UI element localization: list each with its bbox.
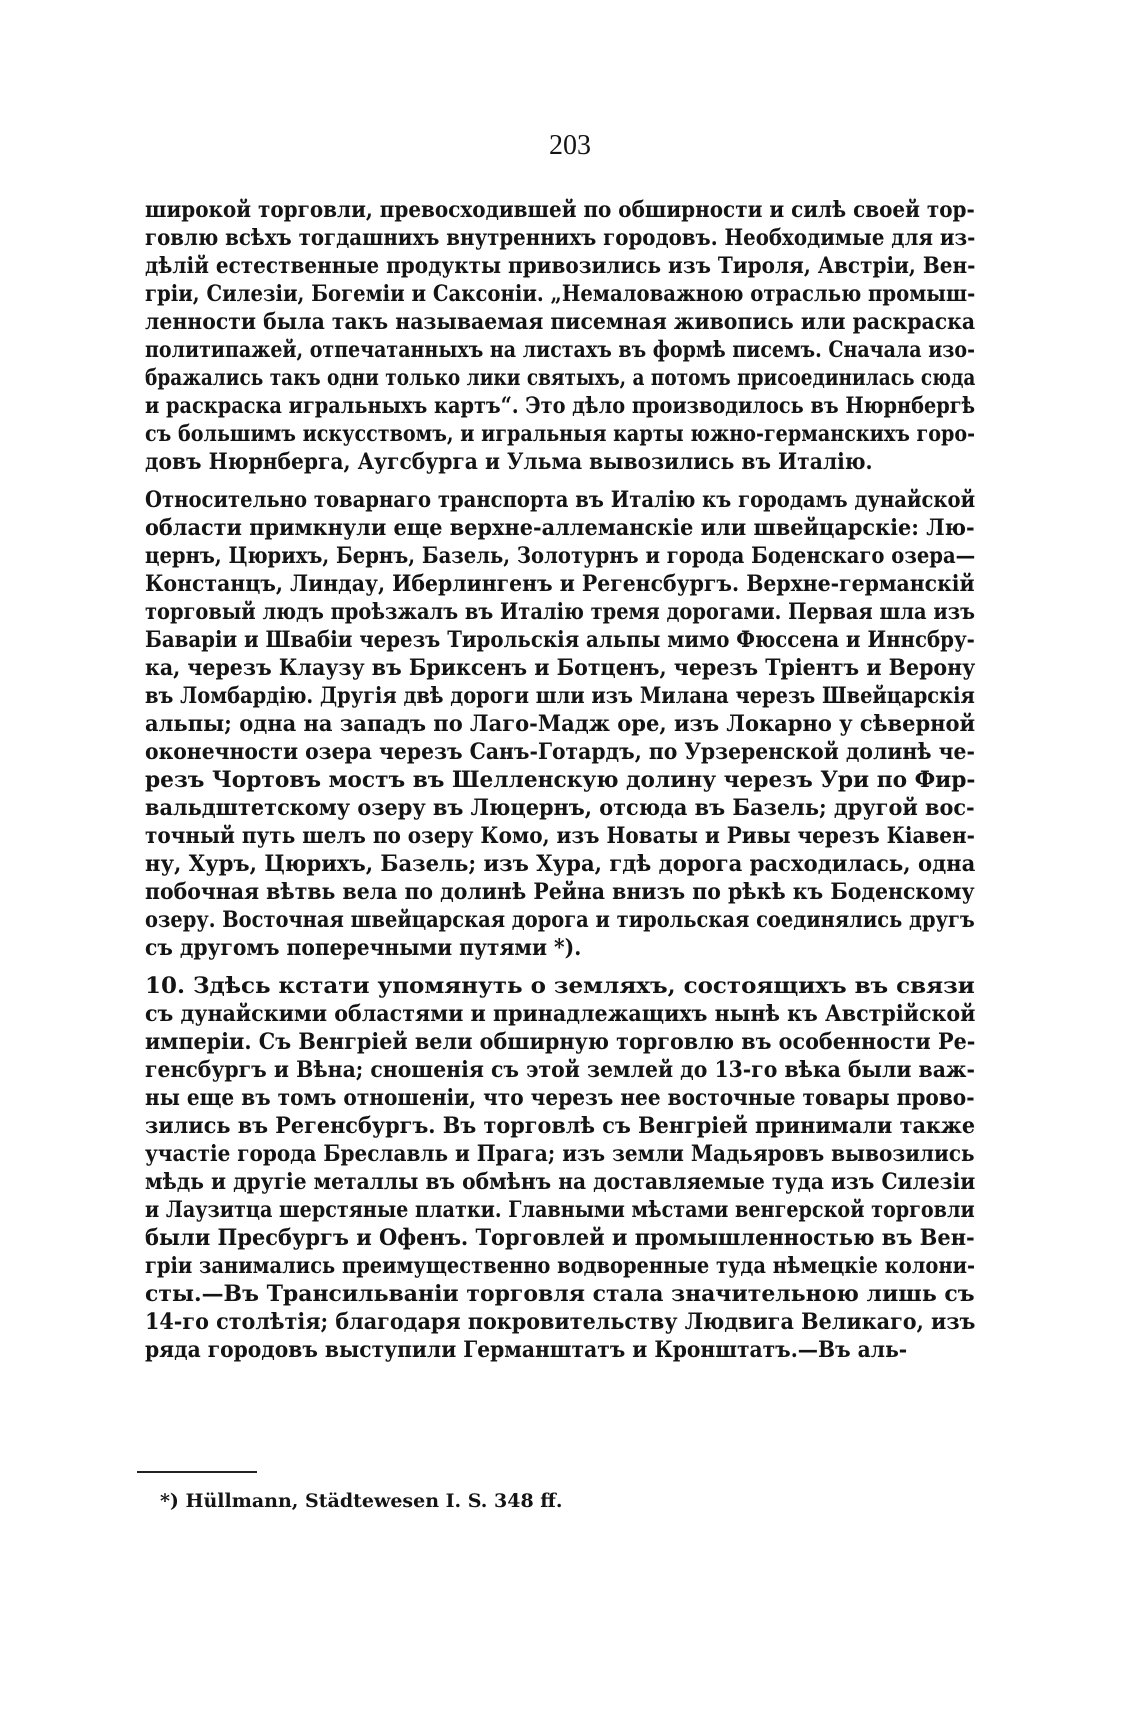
text-line: озеру. Восточная швейцарская дорога и тирольская соединялись другъ (145, 907, 975, 933)
text-line: 14-го столѣтія; благодаря покровительству Людвига Великаго, изъ (145, 1309, 976, 1335)
text-line: ны еще въ томъ отношеніи, что черезъ нее восточные товары прово- (145, 1085, 975, 1111)
text-line: вальдштетскому озеру въ Люцернъ, отсюда въ Базель; другой вос- (145, 795, 975, 821)
text-line: бражались такъ одни только лики святыхъ, а потомъ присоединилась сюда (145, 365, 976, 391)
paragraph-gap (145, 962, 975, 972)
text-line: Констанцъ, Линдау, Иберлингенъ и Регенсбургъ. Верхне-германскій (145, 571, 975, 597)
text-line: гріи, Силезіи, Богеміи и Саксоніи. „Немаловажною отраслью промыш- (145, 281, 976, 307)
text-line: съ дунайскими областями и принадлежащихъ нынѣ къ Австрійской (145, 1001, 976, 1027)
text-line: съ большимъ искусствомъ, и игральныя карты южно-германскихъ горо- (145, 421, 976, 447)
text-line: генсбургъ и Вѣна; сношенія съ этой землей до 13-го вѣка были важ- (145, 1057, 975, 1083)
text-line: альпы; одна на западъ по Лаго-Мадж оре, изъ Локарно у сѣверной (145, 711, 976, 737)
text-line: мѣдь и другіе металлы въ обмѣнъ на доставляемые туда изъ Силезіи (145, 1169, 976, 1195)
text-line: и Лаузитца шерстяные платки. Главными мѣстами венгерской торговли (145, 1197, 975, 1223)
text-line: имперіи. Съ Венгріей вели обширную торговлю въ особенности Ре- (145, 1029, 976, 1055)
text-line: торговый людъ проѣзжалъ въ Италію тремя дорогами. Первая шла изъ (145, 599, 976, 625)
page-number: 203 (549, 130, 591, 161)
text-line: Относительно товарнаго транспорта въ Италію къ городамъ дунайской (145, 487, 976, 513)
paragraph-gap (145, 476, 975, 486)
text-line: 10. Здѣсь кстати упомянуть о земляхъ, состоящихъ въ связи (145, 973, 975, 999)
text-line: съ другомъ поперечными путями *). (145, 935, 582, 961)
text-line: ну, Хуръ, Цюрихъ, Базель; изъ Хура, гдѣ дорога расходилась, одна (145, 851, 976, 877)
text-line: дѣлій естественные продукты привозились изъ Тироля, Австріи, Вен- (145, 253, 976, 279)
text-line: въ Ломбардію. Другія двѣ дороги шли изъ Милана черезъ Швейцарскія (145, 683, 975, 709)
text-line: побочная вѣтвь вела по долинѣ Рейна внизъ по рѣкѣ къ Боденскому (145, 879, 975, 905)
text-line: ряда городовъ выступили Германштатъ и Кронштатъ.—Въ аль- (145, 1337, 908, 1363)
text-line: цернъ, Цюрихъ, Бернъ, Базель, Золотурнъ и города Боденскаго озера— (145, 543, 976, 569)
footnote: *) Hüllmann, Städtewesen I. S. 348 ff. (160, 1490, 563, 1512)
text-line: области примкнули еще верхне-аллеманскіе или швейцарскіе: Лю- (145, 515, 975, 541)
paragraph (145, 972, 975, 1364)
text-line: были Пресбургъ и Офенъ. Торговлей и промышленностью въ Вен- (145, 1225, 975, 1251)
footnote-divider (137, 1471, 257, 1473)
text-line: зились въ Регенсбургъ. Въ торговлѣ съ Венгріей принимали также (145, 1113, 976, 1139)
text-line: резъ Чортовъ мостъ въ Шелленскую долину черезъ Ури по Фир- (145, 767, 976, 793)
paragraph (145, 196, 975, 476)
text-line: участіе города Бреславль и Прага; изъ земли Мадьяровъ вывозились (145, 1141, 975, 1167)
text-line: точный путь шелъ по озеру Комо, изъ Новаты и Ривы черезъ Кіавен- (145, 823, 975, 849)
text-line: и раскраска игральныхъ картъ“. Это дѣло производилось въ Нюрнбергѣ (145, 393, 976, 419)
text-line: широкой торговли, превосходившей по обширности и силѣ своей тор- (145, 197, 975, 223)
text-line: сты.—Въ Трансильваніи торговля стала значительною лишь съ (145, 1281, 975, 1307)
text-line: ленности была такъ называемая писемная живопись или раскраска (145, 309, 976, 335)
text-line: гріи занимались преимущественно водворенные туда нѣмецкіе колони- (145, 1253, 976, 1279)
body-text (145, 196, 975, 1364)
text-line: политипажей, отпечатанныхъ на листахъ въ формѣ писемъ. Сначала изо- (145, 337, 975, 363)
text-line: довъ Нюрнберга, Аугсбурга и Ульма вывозились въ Италію. (145, 449, 873, 475)
text-line: Баваріи и Швабіи черезъ Тирольскія альпы мимо Фюссена и Иннсбру- (145, 627, 975, 653)
text-line: ка, черезъ Клаузу въ Бриксенъ и Ботценъ, черезъ Тріентъ и Верону (145, 655, 976, 681)
text-line: говлю всѣхъ тогдашнихъ внутреннихъ городовъ. Необходимые для из- (145, 225, 976, 251)
text-line: оконечности озера черезъ Санъ-Готардъ, по Урзеренской долинѣ че- (145, 739, 975, 765)
paragraph (145, 486, 975, 962)
